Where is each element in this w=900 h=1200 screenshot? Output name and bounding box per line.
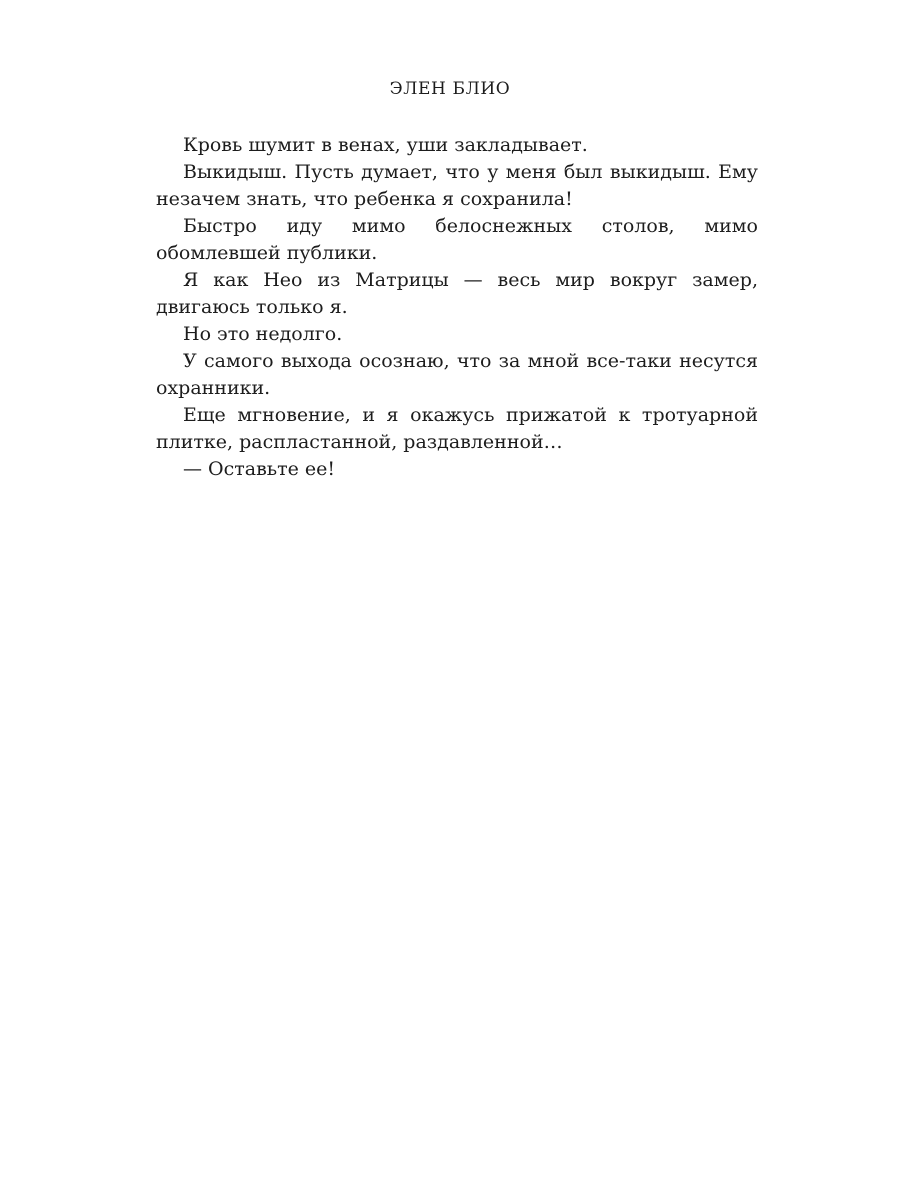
paragraph: Выкидыш. Пусть думает, что у меня был выкидыш. Ему незачем знать, что ребенка я сохранила! xyxy=(156,161,758,210)
paragraph: — Оставьте ее! xyxy=(183,458,336,480)
paragraph: Еще мгновение, и я окажусь прижатой к тротуарной плитке, распластанной, раздавленной… xyxy=(156,404,758,453)
paragraph: Быстро иду мимо белоснежных столов, мимо обомлевшей публики. xyxy=(156,215,758,264)
body-text xyxy=(156,132,758,483)
paragraph: Но это недолго. xyxy=(183,323,343,345)
paragraph: Я как Нео из Матрицы — весь мир вокруг замер, двигаюсь только я. xyxy=(156,269,758,318)
running-header-author: ЭЛЕН БЛИО xyxy=(389,79,511,99)
paragraph: У самого выхода осознаю, что за мной все-таки несутся охранники. xyxy=(156,350,758,399)
paragraph: Кровь шумит в венах, уши закладывает. xyxy=(183,134,588,156)
